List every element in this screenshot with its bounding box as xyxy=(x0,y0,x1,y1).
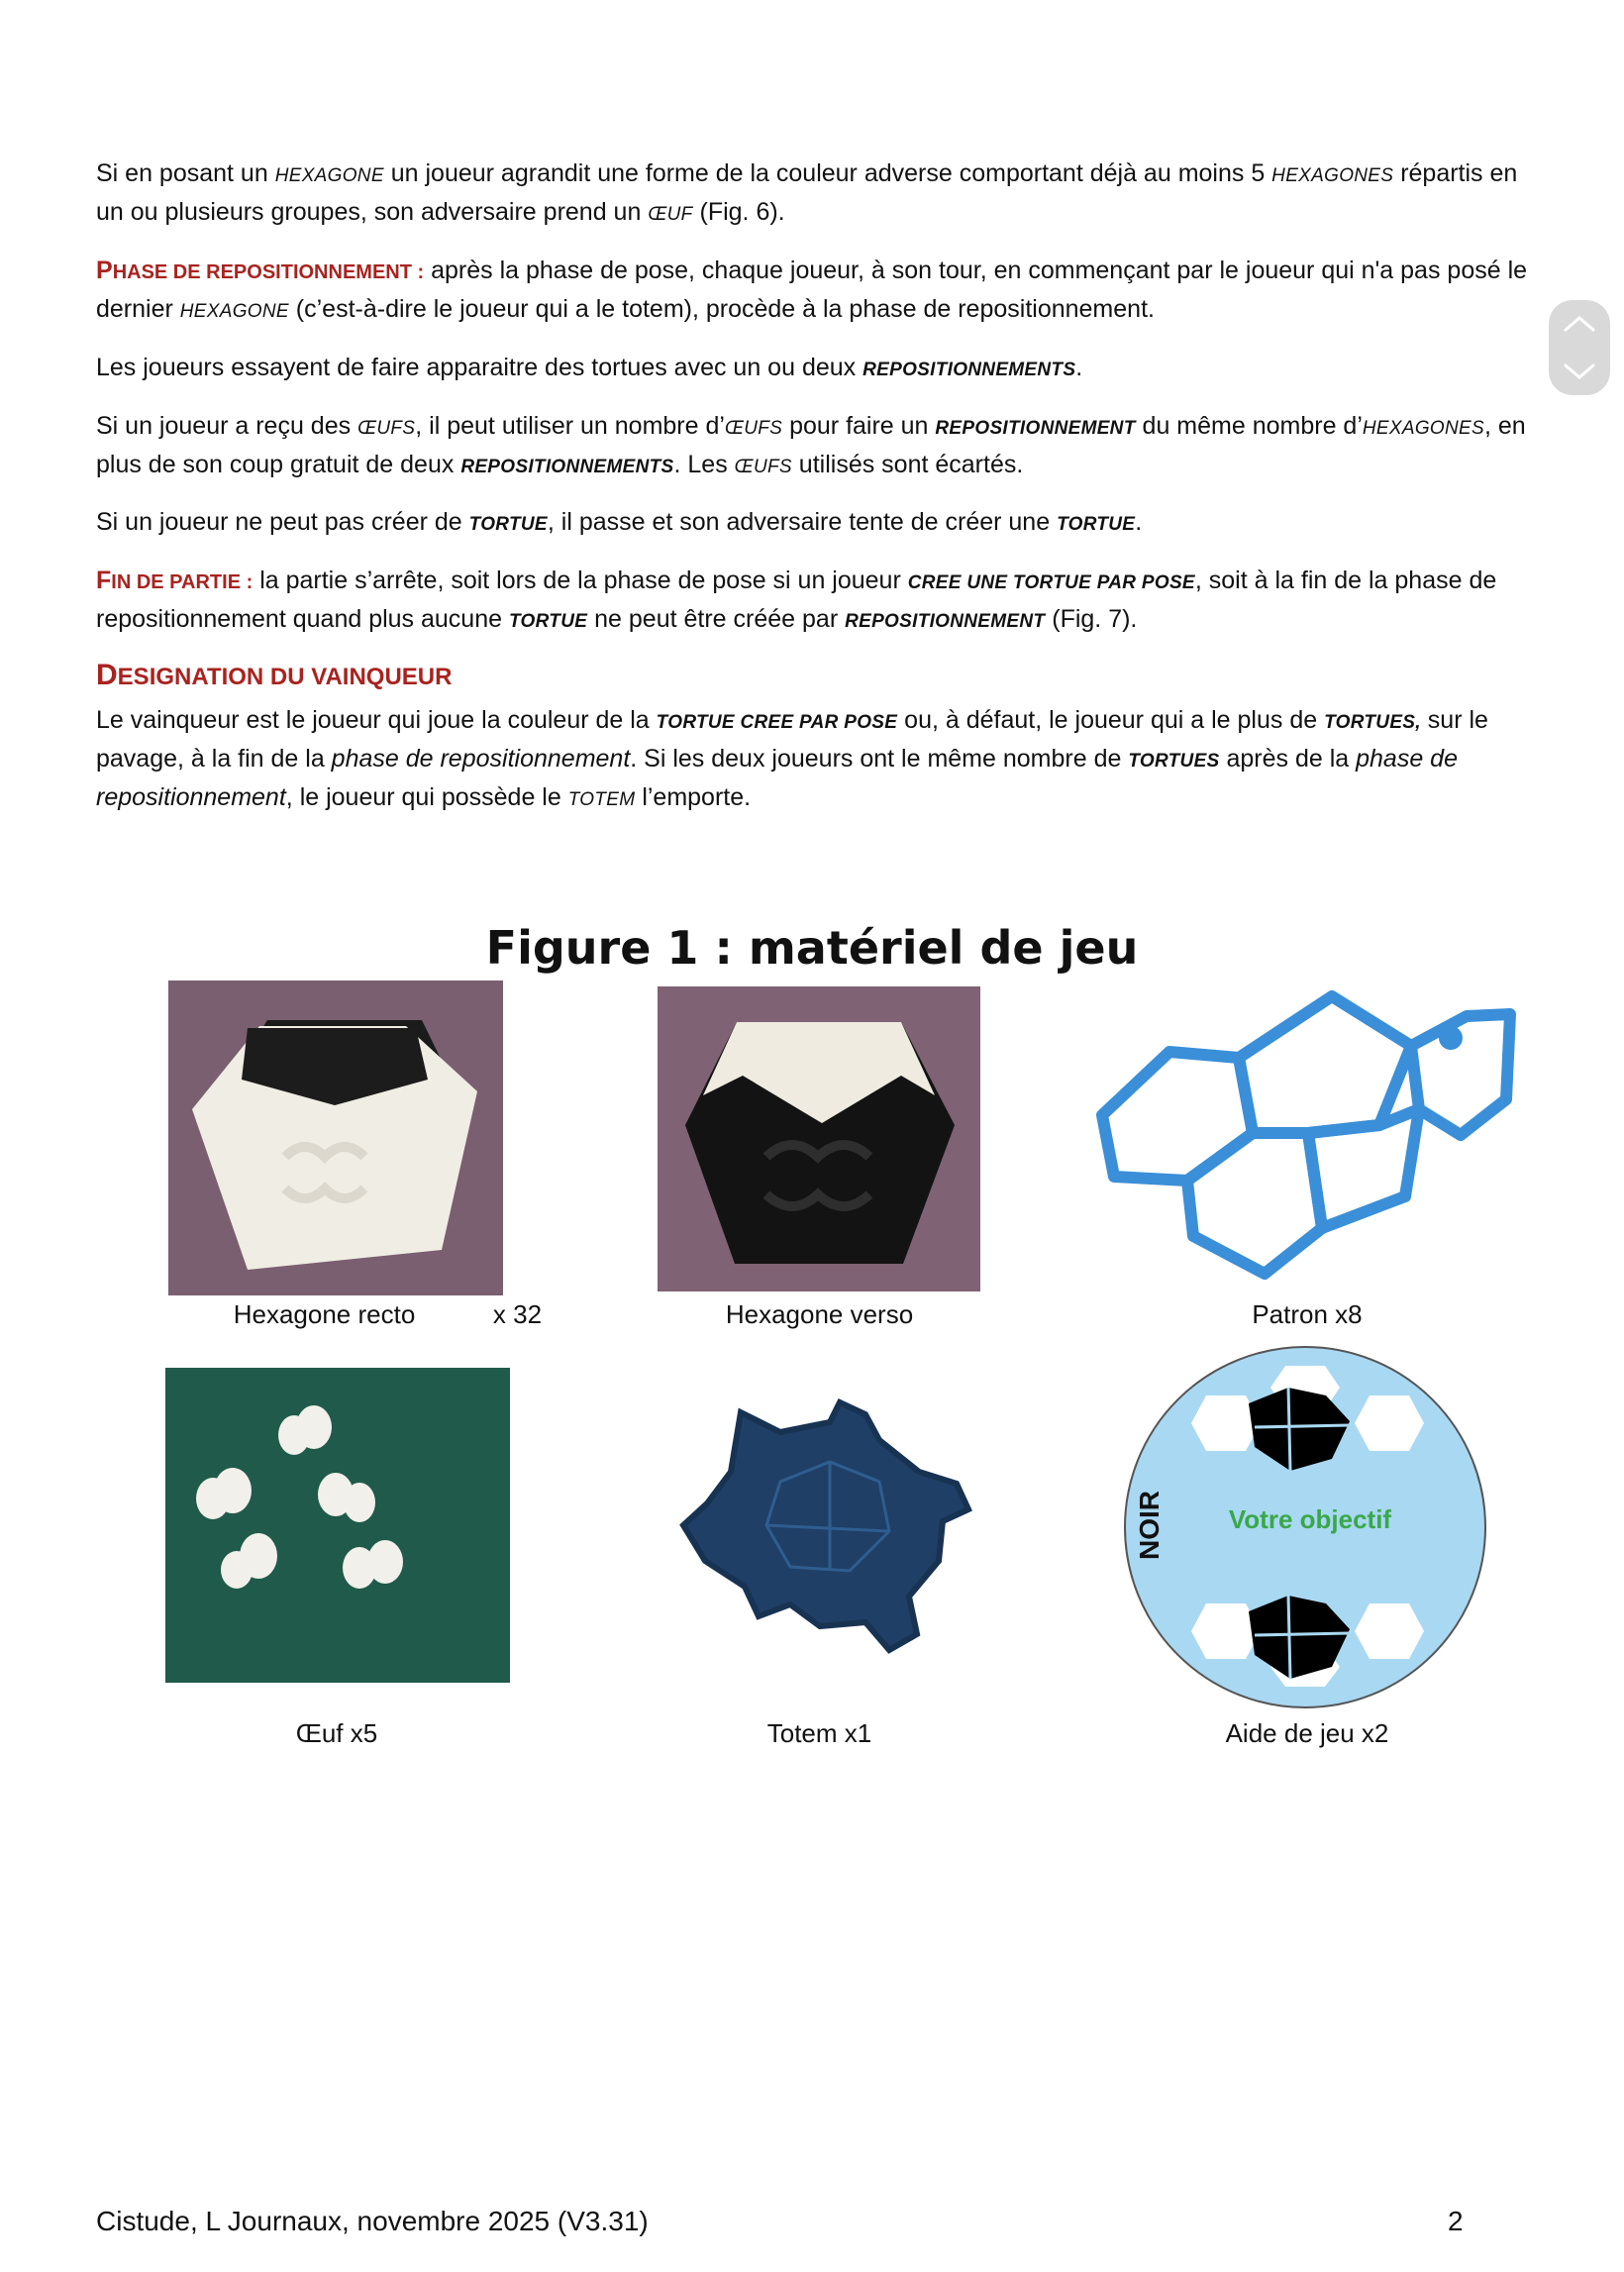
caption-totem: Totem x1 xyxy=(766,1718,872,1748)
text: (Fig. 7). xyxy=(1045,605,1138,633)
term-cree-tortue-pose: CREE UNE TORTUE PAR POSE xyxy=(907,572,1195,593)
paragraph-end-of-game xyxy=(96,563,1532,640)
text: du même nombre d’ xyxy=(1135,412,1363,440)
aide-label-objectif: Votre objectif xyxy=(1228,1504,1392,1534)
caption-hexagone-verso: Hexagone verso xyxy=(725,1299,914,1329)
scroll-control[interactable] xyxy=(1549,300,1610,395)
term-hexagones: HEXAGONES xyxy=(1362,418,1484,439)
paragraph-eggs-use xyxy=(96,408,1532,485)
text: (Fig. 6). xyxy=(692,198,785,226)
term-tortue: TORTUE xyxy=(1057,514,1136,535)
footer-credit: Cistude, L Journaux, novembre 2025 (V3.31) xyxy=(96,2206,649,2236)
text: , soit à la fin de la phase de repositionnement quand plus aucune xyxy=(96,567,1497,633)
term-hexagone: HEXAGONE xyxy=(179,301,289,322)
caption-hexagone-recto: Hexagone recto xyxy=(233,1299,416,1329)
term-repositionnements: REPOSITIONNEMENTS xyxy=(863,360,1076,380)
text: la partie s’arrête, soit lors de la phase de pose si un joueur xyxy=(253,567,908,594)
section-heading-winner: DESIGNATION DU VAINQUEUR xyxy=(96,659,453,691)
caption-hexagone-count: x 32 xyxy=(492,1299,543,1329)
paragraph-winner: Le vainqueur est le joueur qui joue la couleur de la TORTUE CREE PAR POSE ou, à défaut, le joueur qui a le plus de TORTUES, sur le pavage, à la fin de la phase de repositionnement. Si les deux joueurs ont le même nombre de TORTUES après de la phase de repositionnement, le joueur qui possède le TOTEM l’emporte. xyxy=(96,706,1488,811)
term-oeufs: ŒUFS xyxy=(724,418,783,439)
paragraph-tortoises xyxy=(96,350,1532,388)
label-end-of-game: FIN DE PARTIE : xyxy=(96,567,254,594)
term-hexagone: HEXAGONE xyxy=(274,165,384,186)
caption-patron: Patron x8 xyxy=(1252,1299,1363,1329)
term-tortues: TORTUES xyxy=(1128,751,1220,772)
text: après la phase de pose, chaque joueur, à son tour, en commençant par le joueur qui n'a pas posé le dernier xyxy=(96,257,1528,323)
aide-label-noir: NOIR xyxy=(1134,1491,1165,1560)
text: , il passe et son adversaire tente de créer une xyxy=(547,508,1058,536)
text: Si un joueur ne peut pas créer de xyxy=(96,508,469,536)
term-totem: TOTEM xyxy=(567,789,636,810)
term-oeufs: ŒUFS xyxy=(357,418,416,439)
text: , en plus de son coup gratuit de deux xyxy=(96,412,1526,478)
photo-patron xyxy=(1084,986,1520,1290)
paragraph-egg-rule xyxy=(96,155,1532,233)
page-number: 2 xyxy=(1448,2206,1464,2236)
text: Si en posant un xyxy=(96,159,275,187)
term-tortue: TORTUE xyxy=(468,514,548,535)
text: , il peut utiliser un nombre d’ xyxy=(415,412,725,440)
text: ne peut être créée par xyxy=(587,605,846,633)
italic-phase: phase de repositionnement xyxy=(96,745,1458,811)
caption-aide: Aide de jeu x2 xyxy=(1225,1718,1389,1748)
text: . xyxy=(1075,354,1083,381)
text: répartis en un ou plusieurs groupes, son adversaire prend un xyxy=(96,159,1518,226)
label-repositioning: PHASE DE REPOSITIONNEMENT : xyxy=(96,257,425,284)
text: pour faire un xyxy=(782,412,936,440)
term-repositionnements: REPOSITIONNEMENTS xyxy=(460,457,674,477)
term-tortues: TORTUES, xyxy=(1324,712,1421,733)
term-oeuf: ŒUF xyxy=(648,204,693,225)
italic-phase: phase de repositionnement xyxy=(331,745,631,773)
photo-oeufs xyxy=(165,1368,510,1683)
term-repositionnement: REPOSITIONNEMENT xyxy=(845,611,1046,632)
paragraph-no-tortoise xyxy=(96,504,1532,543)
text: utilisés sont écartés. xyxy=(791,451,1024,478)
text: Si un joueur a reçu des xyxy=(96,412,358,440)
text: . xyxy=(1135,508,1143,536)
figure-title: Figure 1 : matériel de jeu xyxy=(485,921,1139,975)
text: . Les xyxy=(673,451,735,478)
photo-totem xyxy=(671,1393,986,1662)
text: Les joueurs essayent de faire apparaitre des tortues avec un ou deux xyxy=(96,354,863,381)
photo-hexagone-verso xyxy=(658,986,980,1291)
term-tortue: TORTUE xyxy=(508,611,588,632)
text: un joueur agrandit une forme de la couleur adverse comportant déjà au moins 5 xyxy=(383,159,1272,187)
scroll-chevrons-icon[interactable] xyxy=(1549,300,1610,395)
term-tortue-cree-pose: TORTUE CREE PAR POSE xyxy=(656,712,898,733)
text: (c’est-à-dire le joueur qui a le totem), procède à la phase de repositionnement. xyxy=(288,295,1155,323)
photo-hexagone-recto xyxy=(168,981,503,1295)
paragraph-repositioning-phase xyxy=(96,253,1532,330)
caption-oeuf: Œuf x5 xyxy=(295,1718,378,1748)
photo-aide-de-jeu xyxy=(1122,1344,1488,1710)
term-hexagones: HEXAGONES xyxy=(1271,165,1394,186)
term-repositionnement: REPOSITIONNEMENT xyxy=(935,418,1136,439)
term-oeufs: ŒUFS xyxy=(734,457,792,477)
